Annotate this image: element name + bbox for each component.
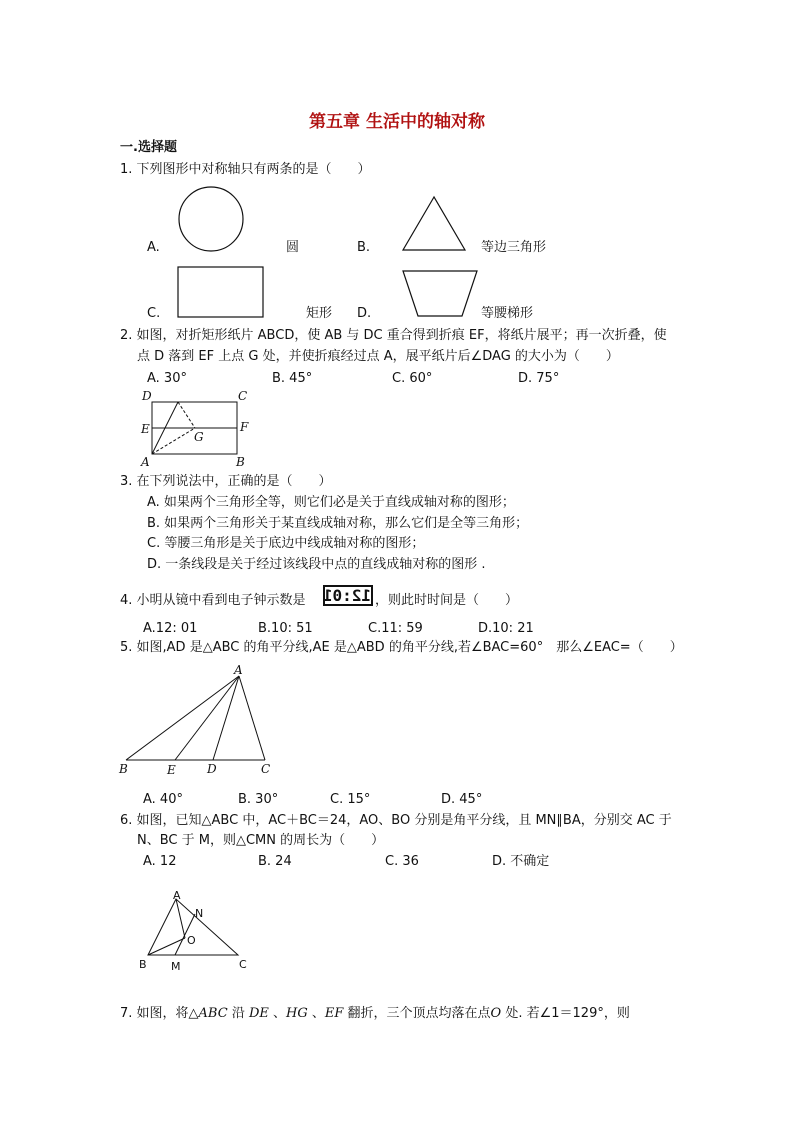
q1-option-b-label: 等边三角形 [481,240,547,255]
q7-text-tail: 处. 若∠1＝129°，则 [501,1006,630,1021]
q1-option-a-label: 圆 [286,240,300,255]
q2-stem-line1: 2. 如图，对折矩形纸片 ABCD，使 AB 与 DC 重合得到折痕 EF，将纸片展平；再一次折叠，使 [120,328,667,343]
q7-segment-ef: EF [324,1006,344,1021]
label-A: A [173,889,181,902]
q6-stem-line2: N、BC 于 M，则△CMN 的周长为（ ） [137,833,385,848]
q1-option-d-label: 等腰梯形 [481,306,534,321]
q2-rectangle-fold-figure [138,388,258,468]
label-B: B [119,762,128,776]
label-M: M [171,960,181,973]
q7-triangle-abc: ABC [198,1006,228,1021]
label-D: D [207,762,217,776]
q7-stem [120,1006,630,1022]
section-heading: 一.选择题 [120,140,177,155]
label-E: E [141,422,150,436]
q1-stem: 1. 下列图形中对称轴只有两条的是（ ） [120,162,371,177]
q3-option-a: A. 如果两个三角形全等，则它们必是关于直线成轴对称的图形； [147,495,515,510]
label-B: B [139,958,147,971]
q1-rectangle-figure [176,265,266,320]
label-F: F [240,420,249,434]
q6-option-d: D. 不确定 [492,854,550,869]
q6-stem-line1: 6. 如图，已知△ABC 中，AC＋BC＝24，AO、BO 分别是角平分线，且 MN∥BA，分别交 AC 于 [120,813,672,828]
q1-trapezoid-figure [400,268,480,320]
q6-option-b: B. 24 [258,854,292,869]
q1-option-d: D. [357,306,372,321]
q1-option-c-label: 矩形 [306,306,333,321]
label-A: A [234,663,243,677]
q3-stem: 3. 在下列说法中，正确的是（ ） [120,474,332,489]
label-B: B [236,455,245,468]
q6-option-a: A. 12 [143,854,177,869]
q5-stem: 5. 如图,AD 是△ABC 的角平分线,AE 是△ABD 的角平分线,若∠BAC=60° 那么∠EAC=（ ） [120,640,683,655]
q1-triangle-figure [400,195,470,255]
q3-option-c: C. 等腰三角形是关于底边中线成轴对称的图形； [147,536,425,551]
q4-stem-pre: 4. 小明从镜中看到电子钟示数是 [120,593,306,608]
q4-option-a: A.12: 01 [143,621,198,636]
label-O: O [187,934,196,947]
label-C: C [239,958,247,971]
q5-option-c: C. 15° [330,792,371,807]
q2-option-a: A. 30° [147,371,187,386]
q3-option-b: B. 如果两个三角形关于某直线成轴对称，那么它们是全等三角形； [147,516,529,531]
q1-option-b: B. [357,240,371,255]
page-title: 第五章 生活中的轴对称 [309,112,485,132]
q1-circle-figure [176,186,246,256]
q7-text-sep1: 、 [268,1006,287,1021]
q7-segment-hg: HG [286,1006,308,1021]
label-N: N [195,907,204,920]
mirrored-clock-digits: 12:01 [322,586,371,605]
q2-option-b: B. 45° [272,371,313,386]
q7-point-o: O [490,1006,502,1021]
q4-option-c: C.11: 59 [368,621,423,636]
q5-option-d: D. 45° [441,792,483,807]
q2-stem-line2: 点 D 落到 EF 上点 G 处，并使折痕经过点 A，展平纸片后∠DAG 的大小为（ ） [137,349,619,364]
q5-option-b: B. 30° [238,792,279,807]
q5-triangle-figure [115,662,285,780]
label-G: G [194,430,204,444]
q2-option-c: C. 60° [392,371,433,386]
q4-stem-post: ，则此时时间是（ ） [375,593,519,608]
q5-option-a: A. 40° [143,792,183,807]
q7-text-mid1: 沿 [227,1006,249,1021]
q6-option-c: C. 36 [385,854,419,869]
q1-option-c: C. [147,306,161,321]
label-C: C [261,762,271,776]
label-C: C [238,389,248,403]
mirrored-clock [323,585,373,606]
q6-triangle-figure [135,888,255,974]
label-A: A [141,455,150,468]
label-E: E [167,763,176,777]
q7-text-sep2: 、 [307,1006,325,1021]
q1-option-a: A. [147,240,160,255]
q3-option-d: D. 一条线段是关于经过该线段中点的直线成轴对称的图形 . [147,557,486,572]
q2-option-d: D. 75° [518,371,560,386]
q7-segment-de: DE [248,1006,269,1021]
q7-text-pre: 7. 如图，将△ [120,1006,199,1021]
q4-option-d: D.10: 21 [478,621,534,636]
q4-option-b: B.10: 51 [258,621,313,636]
label-D: D [142,389,152,403]
q7-text-mid2: 翻折，三个顶点均落在点 [343,1006,491,1021]
